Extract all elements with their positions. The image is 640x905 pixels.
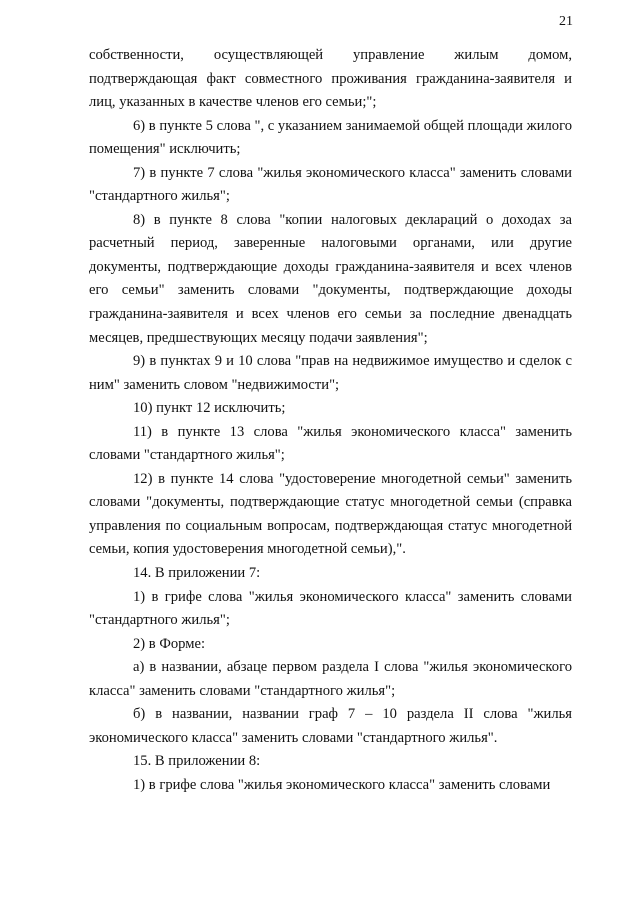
paragraph: 10) пункт 12 исключить; bbox=[133, 400, 286, 417]
paragraph: 14. В приложении 7: bbox=[133, 565, 261, 582]
paragraph: а) в названии, абзаце первом раздела I слова "жилья экономического класса" заменить словами "стандартного жилья"; bbox=[89, 659, 572, 699]
paragraph: 11) в пункте 13 слова "жилья экономического класса" заменить словами "стандартного жилья"; bbox=[89, 423, 572, 464]
document-body bbox=[89, 44, 572, 798]
paragraph: 7) в пункте 7 слова "жилья экономического класса" заменить словами "стандартного жилья"; bbox=[89, 164, 572, 205]
paragraph: собственности, осуществляющей управление жилым домом, подтверждающая факт совместного проживания гражданина-заявителя и лиц, указанных в качестве членов его семьи;"; bbox=[89, 47, 572, 111]
paragraph: 1) в грифе слова "жилья экономического класса" заменить словами "стандартного жилья"; bbox=[89, 588, 572, 629]
paragraph: 12) в пункте 14 слова "удостоверение многодетной семьи" заменить словами "документы, подтверждающие статус многодетной семьи (справка управления по социальным вопросам, подтверждающая статус многодетной семьи, копия удостоверения многодетной семьи),". bbox=[89, 470, 572, 558]
paragraph: б) в названии, названии граф 7 – 10 раздела II слова "жилья экономического класса" заменить словами "стандартного жилья". bbox=[89, 706, 572, 746]
paragraph: 9) в пунктах 9 и 10 слова "прав на недвижимое имущество и сделок с ним" заменить словом "недвижимости"; bbox=[89, 353, 572, 393]
page-number: 21 bbox=[559, 14, 573, 29]
paragraph: 2) в Форме: bbox=[133, 635, 206, 652]
paragraph: 8) в пункте 8 слова "копии налоговых деклараций о доходах за расчетный период, заверенные налоговыми органами, или другие документы, подтверждающие доходы гражданина-заявителя и всех членов его семьи" заменить словами "документы, подтверждающие доходы гражданина-заявителя и всех членов его семьи за последние двенадцать месяцев, предшествующих месяцу подачи заявления"; bbox=[89, 211, 572, 346]
paragraph: 1) в грифе слова "жилья экономического класса" заменить словами bbox=[133, 776, 551, 793]
paragraph: 15. В приложении 8: bbox=[133, 753, 261, 770]
paragraph: 6) в пункте 5 слова ", с указанием занимаемой общей площади жилого помещения" исключить; bbox=[89, 117, 572, 158]
